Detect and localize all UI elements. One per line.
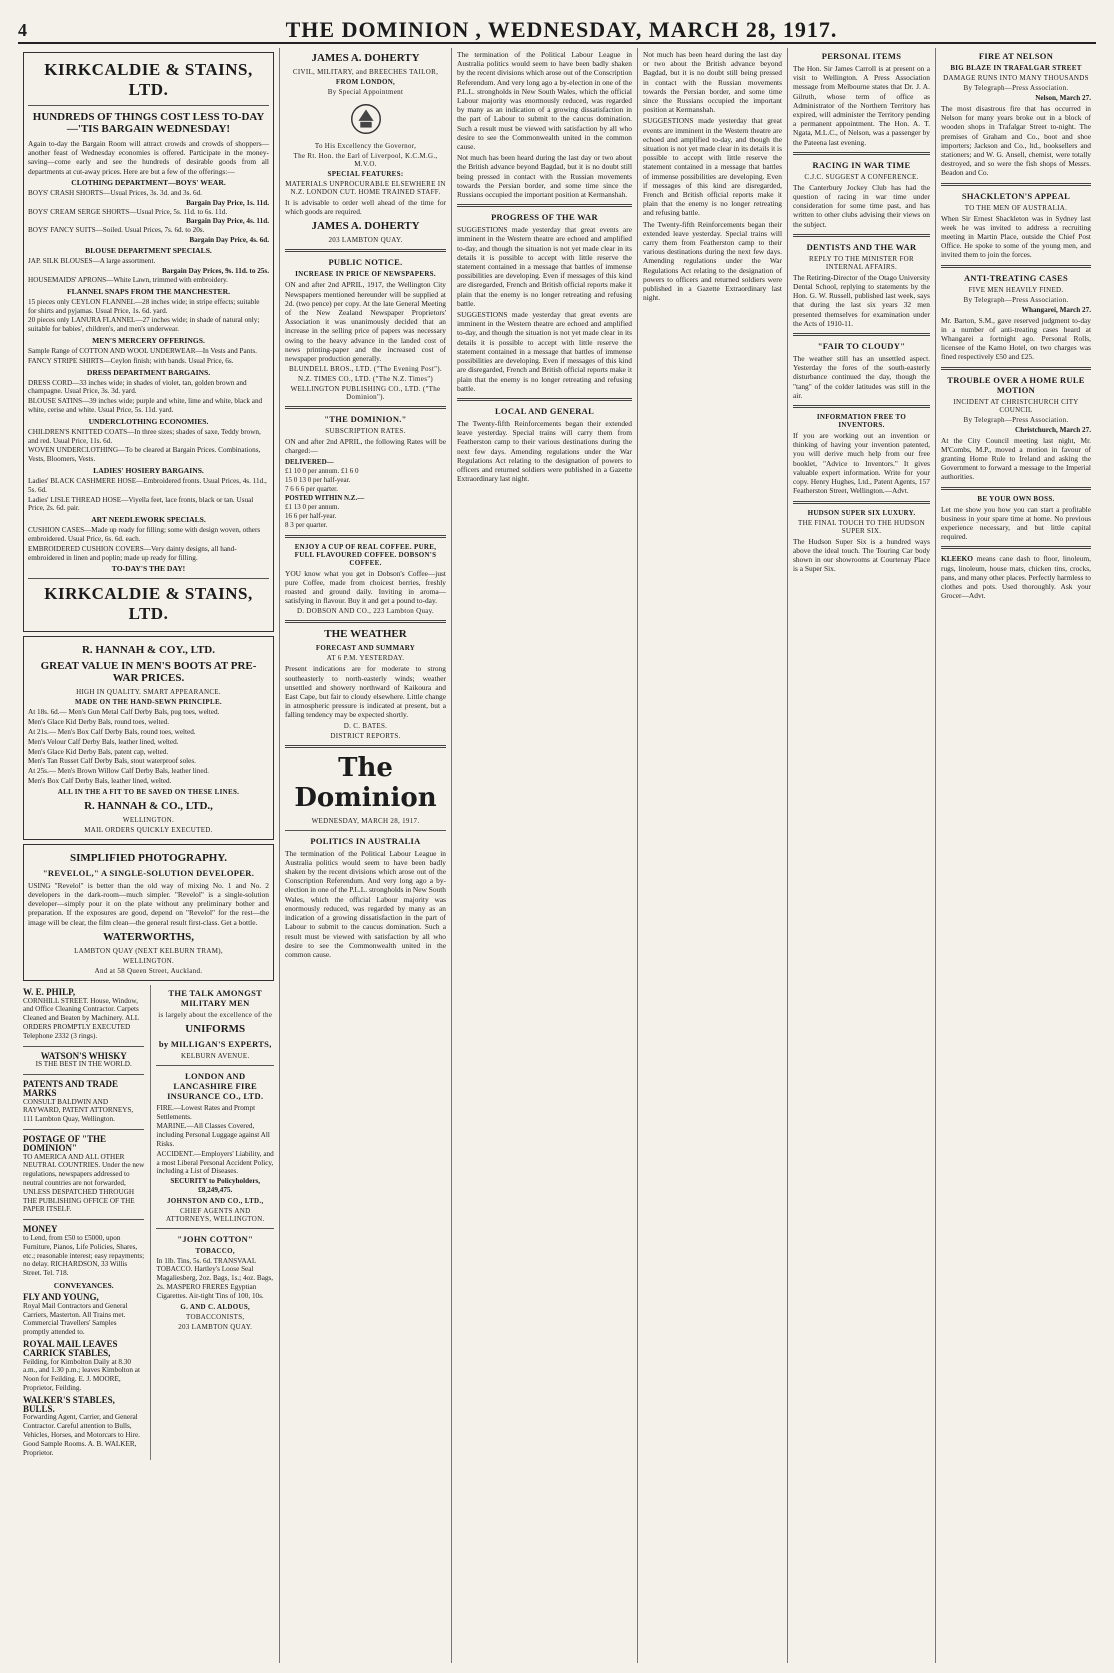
tobacco-maker2: TOBACCONISTS,	[186, 1312, 245, 1321]
list-item: FANCY STRIPE SHIRTS—Ceylon finish; with bands. Usual Price, 6s.	[28, 356, 234, 365]
columns	[18, 48, 1096, 1663]
list-item: Men's Tan Russet Calf Derby Bals, stout waterproof soles.	[28, 757, 196, 766]
weather-signer: D. C. BATES.	[343, 721, 388, 730]
column-3	[452, 48, 638, 1663]
column-6	[936, 48, 1096, 1663]
rate-row: £1 13 0 per annum.	[285, 502, 340, 511]
small-ads-left	[23, 985, 144, 1461]
list-item: At 21s.— Men's Box Calf Derby Bals, round toes, welted.	[28, 727, 196, 736]
hudson-sub: THE FINAL TOUCH TO THE HUDSON SUPER SIX.	[798, 518, 925, 535]
home-rule-sub: INCIDENT AT CHRISTCHURCH CITY COUNCIL	[953, 397, 1079, 414]
small-ad	[23, 1293, 144, 1337]
shackleton-body: When Sir Ernest Shackleton was in Sydney last week he was invited to address a recruiting meeting in Martin Place, outside the Chief Post Office. He spoke to some of the young men, and invited them to join the forces.	[941, 213, 1091, 260]
doherty-from: FROM LONDON,	[335, 78, 396, 86]
fair-body: The weather still has an unsettled aspect. Yesterday the fores of the south-easterly disturbance continued the day, though the "tang" of the colder latitudes was still in the air.	[793, 354, 930, 400]
small-ad-text: Feilding, for Kimbolton Daily at 8.30 a.m., and 1.30 p.m.; leaves Kimbolton at Noon for Feilding. E. J. MOORE, Proprietor, Feilding.	[23, 1357, 140, 1392]
editorial-title: POLITICS IN AUSTRALIA	[310, 835, 421, 846]
tobacco-addr: 203 LAMBTON QUAY.	[178, 1322, 253, 1331]
inventors-title: INFORMATION FREE TO INVENTORS.	[816, 413, 907, 430]
masthead	[18, 18, 1096, 44]
anti-treating-body: Mr. Barton, S.M., gave reserved judgment to-day in a number of anti-treating cases heard at Whangarei a fortnight ago. Personal Rolls, licensee of the Kamo Hotel, on two charges was fined respectively £50 and £25.	[941, 315, 1091, 362]
small-ad	[23, 1135, 144, 1214]
kirkcaldie-name: KIRKCALDIE & STAINS, LTD.	[44, 60, 253, 99]
doherty-to: To His Excellency the Governor,	[314, 142, 417, 150]
small-ad-text: TO AMERICA AND ALL OTHER NEUTRAL COUNTRIES. Under the new regulations, newspapers addressed to neutral countries are not forwarded, UNLESS DESPATCHED THROUGH THE PUBLISHING OFFICE OF THE PAPER ITSELF.	[23, 1152, 145, 1214]
insurance-line: FIRE.—Lowest Rates and Prompt Settlements.	[156, 1103, 256, 1121]
paper-title: THE DOMINION , WEDNESDAY, MARCH 28, 1917.	[285, 17, 838, 42]
waterworths-name: WATERWORTHS,	[102, 930, 194, 943]
subscription-posted: POSTED WITHIN N.Z.—	[285, 493, 365, 502]
list-item: EMBROIDERED CUSHION COVERS—Very dainty designs, all hand-embroidered in linen and poplin; made up ready for filling.	[28, 544, 237, 562]
notice-signer: N.Z. TIMES CO., LTD. ("The N.Z. Times")	[297, 375, 434, 384]
talk-addr: KELBURN AVENUE.	[180, 1051, 250, 1060]
kirkcaldie-dept: BLOUSE DEPARTMENT SPECIALS.	[85, 246, 212, 256]
notice-body: ON and after 2nd APRIL, 1917, the Wellington City Newspapers mentioned hereunder will be supplied at 2d. (two pence) per copy. At the late General Meeting of the New Zealand Newspaper Proprietors' Association it was unanimously decided that an increase in the selling price of papers was necessary owing to the heavy advance in the landed cost of news printing-paper and the increased cost of newspaper production generally.	[285, 280, 446, 364]
anti-treating-byline: By Telegraph—Press Association.	[963, 295, 1069, 304]
crest-icon	[285, 100, 446, 138]
waterworths-city: WELLINGTON.	[122, 956, 175, 965]
tobacco-sub: TOBACCO,	[195, 1246, 235, 1255]
talk-body: is largely about the excellence of the	[158, 1010, 273, 1019]
doherty-trade: CIVIL, MILITARY, and BREECHES TAILOR,	[292, 68, 439, 76]
kirkcaldie-dept: FLANNEL SNAPS FROM THE MANCHESTER.	[67, 286, 230, 296]
doherty-addr: 203 LAMBTON QUAY.	[328, 236, 403, 245]
weather-time: AT 6 P.M. YESTERDAY.	[326, 654, 405, 663]
list-item: At 25s.— Men's Brown Willow Calf Derby Bals, leather lined.	[28, 767, 209, 776]
home-rule-place: Christchurch, March 27.	[1015, 425, 1091, 434]
kirkcaldie-dept: LADIES' HOSIERY BARGAINS.	[93, 465, 204, 475]
list-item: Sample Range of COTTON AND WOOL UNDERWEAR—In Vests and Pants.	[28, 346, 257, 355]
editorial-body: The termination of the Political Labour League in Australia politics would seem to have been badly shaken by the recent divisions which arose out of the Conscription Referendum. And very long ago a by-election in one of the P.L.L. strongholds in New South Wales, which the official Labour majority was enormously reduced, was regarded by many as an indication of a growing dissatisfaction in the part of Labour to submit to the caucus domination. Such a result must be viewed with satisfaction by all who desire to see the Commonwealth united in the common cause.	[285, 848, 446, 959]
tobacco-body: In 1lb. Tins, 5s. 6d. TRANSVAAL TOBACCO. Hartley's Loose Seal Magaliesberg, 2oz. Bags, 1s.; 4oz. Bags, 2s. MASPERO FRERES Egyptian Cigarettes. Air-tight Tins of 100, 10s.	[156, 1256, 274, 1300]
list-item: Men's Glace Kid Derby Bals, patent cap, welted.	[28, 747, 169, 756]
small-ad-text: Royal Mail Contractors and General Carriers, Masterton. All Trains met. Commercial Travellers' Samples promptly attended to.	[23, 1301, 128, 1337]
waterworths-addr2: And at 58 Queen Street, Auckland.	[94, 966, 203, 975]
notice-headline: INCREASE IN PRICE OF NEWSPAPERS.	[295, 270, 436, 279]
list-item: 20 pieces only LANURA FLANNEL—27 inches wide; in shade of natural only; suitable for babies', children's, and men's underwear.	[28, 316, 260, 334]
doherty-advert	[285, 52, 446, 244]
anti-treating-place: Whangarei, March 27.	[1021, 305, 1091, 314]
hannah-headline: GREAT VALUE IN MEN'S BOOTS AT PRE-WAR PRICES.	[40, 660, 257, 685]
fire-body: The most disastrous fire that has occurred in Nelson for many years broke out in a block of wooden shops in Trafalgar Street to-night. The premises of Graham and Co., boot and shoe importers; Jackson and Co., ltd., booksellers and stationers; and W. G. Ansell, chemist, were totally destroyed, and so were the fish shops of Messrs. Beadon and Co.	[941, 104, 1091, 178]
kleenko-advert	[941, 554, 1091, 600]
small-ad-key: W. E. PHILP,	[23, 986, 76, 997]
small-ad-key: WATSON'S WHISKY	[40, 1050, 127, 1061]
paper-name: THE DOMINION	[285, 17, 470, 42]
doherty-features: SPECIAL FEATURES:	[327, 170, 404, 178]
tobacco-title: "JOHN COTTON"	[177, 1233, 254, 1244]
home-rule-body: At the City Council meeting last night, Mr. M'Combs, M.P., moved a motion in favour of granting Home Rule to Ireland and asking the Government to forward a message to the Imperial authorities.	[941, 435, 1091, 482]
talk-title: THE TALK AMONGST MILITARY MEN	[168, 987, 263, 1008]
hannah-name: R. HANNAH & COY., LTD.	[81, 644, 216, 657]
subscription-delivered: DELIVERED—	[285, 457, 334, 466]
hannah-closing: ALL IN THE A FIT TO BE SAVED ON THESE LINES.	[57, 787, 240, 796]
weather-section	[285, 628, 446, 739]
column-1	[18, 48, 280, 1663]
revelol-subtitle: "REVELOL," A SINGLE-SOLUTION DEVELOPER.	[42, 867, 255, 878]
insurance-line: MARINE.—All Classes Covered, including Personal Luggage against All Risks.	[156, 1122, 270, 1148]
small-ad-key: FLY AND YOUNG,	[23, 1292, 99, 1303]
editorial-continued: The termination of the Political Labour League in Australia politics would seem to have been badly shaken by the recent divisions which arose out of the Conscription Referendum. And very long ago a by-election in one of the P.L.L. strongholds in New South Wales, which the official Labour majority was enormously reduced, was regarded by many as an indication of a growing dissatisfaction in the part of Labour to submit to the caucus domination. Such a result must be viewed with satisfaction by all who desire to see the Commonwealth united in the common cause.	[457, 50, 632, 152]
insurance-line: ACCIDENT.—Employers' Liability, and a most Liberal Personal Accident Policy, including a List of Diseases.	[156, 1149, 274, 1176]
kirkcaldie-headline: HUNDREDS OF THINGS COST LESS TO-DAY —'TIS BARGAIN WEDNESDAY!	[32, 111, 265, 135]
rate-row: 7 6 6 6 per quarter.	[285, 484, 338, 493]
dominion-date: WEDNESDAY, MARCH 28, 1917.	[311, 816, 420, 825]
col4-top-body: Not much has been heard during the last day or two about the British advance beyond Bagdad, but it is no doubt still being pressed in contact with the Russian movements towards the Persian border, and some time since the Russians occupied the important position at Kermanshah.	[457, 153, 632, 200]
coffee-body: YOU know what you get in Dobson's Coffee—just pure Coffee, made from choicest berries, freshly roasted and ground daily. Inviting in aroma—satisfying in flavour. Buy it and get a pound to-day.	[285, 568, 446, 606]
hannah-sub2: MADE ON THE HAND-SEWN PRINCIPLE.	[75, 698, 222, 707]
talk-uniforms: UNIFORMS	[185, 1022, 246, 1035]
rate-row: £1 10 0 per annum. £1 6 0	[285, 466, 359, 475]
list-item: BOYS' CRASH SHORTS—Usual Prices, 3s. 3d. and 3s. 6d.	[28, 188, 202, 197]
dominion-nameplate: The Dominion	[294, 752, 437, 813]
small-ad-key: MONEY	[23, 1224, 58, 1235]
personal-title: PERSONAL ITEMS	[821, 51, 902, 61]
subscription-title: "THE DOMINION."	[324, 414, 407, 425]
list-item: BOYS' FANCY SUITS—Soiled. Usual Prices, 7s. 6d. to 20s.	[28, 226, 205, 235]
list-item: At 18s. 6d.— Men's Gun Metal Calf Derby Bals, pug toes, welted.	[28, 708, 220, 717]
list-item: BLOUSE SATINS—39 inches wide; purple and white, lime and white, black and white, cerise and white. Usual Price, 5s. 11d. yard.	[28, 397, 263, 414]
hannah-mail: MAIL ORDERS QUICKLY EXECUTED.	[84, 825, 213, 834]
paper-date: WEDNESDAY, MARCH 28, 1917.	[487, 17, 838, 42]
col4-body-2: SUGGESTIONS made yesterday that great events are imminent in the Western theatre are echoed and amplified to-day, and though the situation is not yet made clear in its details it is possible to accept with little reserve the statement contained in a message that battles of immense possibilities are developing. Even if messages of this kind are disregarded, French and British official reports make it plain that the enemy is no longer retreating and refusing battle.	[643, 116, 782, 218]
doherty-name-footer: JAMES A. DOHERTY	[311, 220, 420, 233]
column-2	[280, 48, 452, 1663]
local-body: The Twenty-fifth Reinforcements began their extended leave yesterday. Special trains will carry them from Featherston camp to their various destinations during the next few days. Amending regulations under the War Regulations Act relating to the designation of powers to officers and returned soldiers were published in a Gazette Extraordinary last night.	[457, 418, 632, 484]
small-ad-text: to Lend, from £50 to £5000, upon Furniture, Pianos, Life Policies, Shares, etc.; reasonable interest; easy repayments; no delay. RICHARDSON, 33 Willis Street. Tel. 718.	[23, 1234, 145, 1278]
doherty-advice: It is advisable to order well ahead of the time for which goods are required.	[285, 198, 446, 217]
list-item: CHILDREN'S KNITTED COATS—In three sizes; shades of saxe, Teddy brown, and red. Usual Price, 11s. 6d.	[28, 427, 261, 445]
small-ad-text: Forwarding Agent, Carrier, and General Contractor. Careful attention to Bulls, Vehicles, Horses, and Motorcars to Hire. Good Sample Rooms. A. B. WALKER, Proprietor.	[23, 1413, 140, 1457]
hudson-body: The Hudson Super Six is a hundred ways above the ideal touch. The Touring Car body shown in our showrooms at Courtenay Place is a Super Six.	[793, 536, 930, 574]
small-ad-text: CORNHILL STREET. House, Window, and Office Cleaning Contractor. Carpets Cleaned and Beaten by Machinery. ALL ORDERS PROMPTLY EXECUTED Telephone 2332 (3 rings).	[23, 996, 139, 1040]
insurance-line: SECURITY to Policyholders, £8,249,475.	[170, 1177, 261, 1194]
dentists-sub: REPLY TO THE MINISTER FOR INTERNAL AFFAIRS.	[809, 254, 914, 271]
column-5	[788, 48, 936, 1663]
col4-body-3: The Twenty-fifth Reinforcements began their extended leave yesterday. Special trains will carry them from Featherston camp to their various destinations during the next few days. Amending regulations under the War Regulations Act relating to the designation of powers to officers and returned soldiers were published in a Gazette Extraordinary last night.	[643, 219, 782, 303]
boss-title: BE YOUR OWN BOSS.	[977, 494, 1055, 503]
doherty-features-list: MATERIALS UNPROCURABLE ELSEWHERE IN N.Z. LONDON CUT. HOME TRAINED STAFF.	[285, 180, 446, 196]
small-ad-text: CONSULT BALDWIN AND RAYWARD, PATENT ATTORNEYS, 111 Lambton Quay, Wellington.	[23, 1097, 134, 1124]
small-ad	[23, 1225, 144, 1278]
small-ad-key: POSTAGE OF "THE DOMINION"	[23, 1134, 107, 1153]
kirkcaldie-dept: DRESS DEPARTMENT BARGAINS.	[86, 367, 211, 377]
list-item: CUSHION CASES—Made up ready for filling; some with design woven, others embroidered. Usual Price, 6s. 6d. each.	[28, 526, 261, 543]
rate-row: 8 3 per quarter.	[285, 520, 328, 529]
racing-title: RACING IN WAR TIME	[812, 159, 911, 170]
shackleton-title: SHACKLETON'S APPEAL	[961, 190, 1071, 201]
notice-signer: WELLINGTON PUBLISHING CO., LTD. ("The Dominion").	[290, 385, 441, 402]
kirkcaldie-advert	[23, 52, 274, 632]
weather-title: THE WEATHER	[324, 628, 407, 641]
kirkcaldie-intro: Again to-day the Bargain Room will attract crowds and crowds of shoppers—another feast of Wednesday economies is offered. Participate in the money-saving—come early and see the hundreds of desirable goods from all departments at cut-away prices. Here are but a few of the offerings:—	[28, 139, 269, 176]
list-item: Ladies' BLACK CASHMERE HOSE—Embroidered fronts. Usual Prices, 4s. 11d., 5s. 6d.	[28, 476, 267, 494]
small-ad-key: PATENTS AND TRADE MARKS	[23, 1079, 119, 1098]
hannah-advert	[23, 636, 274, 839]
kirkcaldie-closing: TO-DAY'S THE DAY!	[111, 564, 186, 574]
talk-maker: by MILLIGAN'S EXPERTS,	[158, 1038, 272, 1049]
dentists-body: The Retiring-Director of the Otago University Dental School, replying to statements by the Hon. G. W. Russell, published last week, says that during the last six years 32 men presented themselves for examination under the Acts of 1910-11.	[793, 272, 930, 328]
list-item: DRESS CORD—33 inches wide; in shades of violet, tan, golden brown and champagne. Usual Price, 3s. 3d. yard.	[28, 378, 247, 396]
list-item: Men's Box Calf Derby Bals, leather lined, welted.	[28, 776, 172, 785]
fire-sub: BIG BLAZE IN TRAFALGAR STREET	[950, 64, 1082, 72]
rate-row: 15 0 13 0 per half-year.	[285, 475, 351, 484]
war-body-2: SUGGESTIONS made yesterday that great events are imminent in the Western theatre are echoed and amplified to-day, and though the situation is not yet made clear in its details it is possible to accept with little reserve the statement contained in a message that battles of immense possibilities are developing. Even if messages of this kind are disregarded, French and British official reports make it plain that the enemy is no longer retreating and refusing battle.	[457, 310, 632, 393]
hudson-title: HUDSON SUPER SIX LUXURY.	[807, 508, 916, 517]
doherty-name: JAMES A. DOHERTY	[311, 52, 420, 64]
small-ad	[23, 1396, 144, 1458]
weather-sub: FORECAST AND SUMMARY	[315, 644, 416, 653]
war-body: SUGGESTIONS made yesterday that great events are imminent in the Western theatre are echoed and amplified to-day, and though the situation is not yet made clear in its details it is possible to accept with little reserve the statement contained in a message that battles of immense possibilities are developing. Even if messages of this kind are disregarded, French and British official reports make it plain that the enemy is no longer retreating and refusing battle.	[457, 225, 632, 308]
fire-place: Nelson, March 27.	[1035, 94, 1091, 102]
subscription-sub: SUBSCRIPTION RATES.	[325, 427, 406, 436]
home-rule-byline: By Telegraph—Press Association.	[963, 415, 1069, 424]
small-ad	[23, 988, 144, 1041]
price-tag: Bargain Day Price, 1s. 11d.	[186, 198, 269, 207]
price-tag: Bargain Day Prices, 9s. 11d. to 25s.	[161, 267, 269, 275]
coffee-title: ENJOY A CUP OF REAL COFFEE. PURE, FULL FLAVOURED COFFEE. DOBSON'S COFFEE.	[294, 542, 437, 567]
hannah-city: WELLINGTON.	[122, 815, 175, 824]
public-notice	[285, 257, 446, 401]
home-rule-title: TROUBLE OVER A HOME RULE MOTION	[947, 374, 1085, 395]
doherty-appoint: By Special Appointment	[327, 88, 404, 96]
tobacco-maker: G. AND C. ALDOUS,	[180, 1302, 251, 1311]
list-item: JAP. SILK BLOUSES—A large assortment.	[28, 257, 156, 266]
list-item: Men's Velour Calf Derby Bals, leather lined, welted.	[28, 737, 179, 746]
kirkcaldie-dept: UNDERCLOTHING ECONOMIES.	[88, 416, 209, 426]
hannah-footer: R. HANNAH & CO., LTD.,	[84, 799, 213, 812]
shackleton-sub: TO THE MEN OF AUSTRALIA.	[964, 203, 1068, 212]
kirkcaldie-dept: CLOTHING DEPARTMENT—BOYS' WEAR.	[71, 177, 226, 187]
small-ads-right	[150, 985, 274, 1461]
racing-body: The Canterbury Jockey Club has had the question of racing in war time under consideration for some time past, and has written to other clubs advising their views on the subject.	[793, 182, 930, 229]
list-item: Ladies' LISLE THREAD HOSE—Viyella feet, lace fronts, black or tan. Usual Price, 2s. 6d. pair.	[28, 495, 254, 513]
notice-signer: BLUNDELL BROS., LTD. ("The Evening Post").	[289, 365, 442, 374]
dentists-title: DENTISTS AND THE WAR	[806, 241, 917, 252]
small-ad	[23, 1080, 144, 1124]
subscription-body: ON and after 2nd APRIL, the following Rates will be charged:—	[285, 437, 446, 456]
fire-sub2: DAMAGE RUNS INTO MANY THOUSANDS	[943, 74, 1089, 82]
racing-sub: C.J.C. SUGGEST A CONFERENCE.	[804, 172, 919, 181]
page-number: 4	[18, 19, 27, 40]
boss-body: Let me show you how you can start a profitable business in your spare time at home. No previous experience necessary, and but little capital required.	[941, 504, 1091, 542]
weather-body: Present indications are for moderate to strong southeasterly to north-easterly winds; weather unsettled and showery northward of Kaikoura and East Cape, but fair to cloudy elsewhere. Little change in atmospheric pressure is indicated at present, but a falling tendency may be expected shortly.	[285, 664, 446, 720]
small-ad-key: WALKER'S STABLES, BULLS.	[23, 1394, 115, 1414]
revelol-title: SIMPLIFIED PHOTOGRAPHY.	[69, 851, 228, 864]
personal-body: The Hon. Sir James Carroll is at present on a visit to Wellington. A Press Association message from Melbourne states that Dr. J. A. Gilruth, whose term of office as Administrator of the Northern Territory has expired, will administer the Territory pending a permanent appointment. The Hon. A. T. Ngata, M.L.C., of Nelson, was a passenger by the Pateena last evening.	[793, 64, 930, 147]
col4-body: Not much has been heard during the last day or two about the British advance beyond Bagdad, but it is no doubt still being pressed in contact with the Russian movements towards the Persian border, and some time since the Russians occupied the important position at Kermanshah.	[643, 50, 782, 115]
fire-title: FIRE AT NELSON	[978, 51, 1054, 61]
kleenko-body: means cane dash to floor, linoleum, rugs, linoleum, house mats, chicken tins, crocks, pans, and many other places. Perfectly harmless to clothes and pots. Used thoroughly. Ask your Grocer—Advt.	[941, 554, 1091, 601]
coffee-advert	[285, 543, 446, 616]
weather-returns: DISTRICT REPORTS.	[330, 731, 401, 740]
small-ad-key: ROYAL MAIL LEAVES CARRICK STABLES,	[23, 1339, 118, 1358]
war-title: PROGRESS OF THE WAR	[491, 212, 598, 223]
list-item: Men's Glace Kid Derby Bals, round toes, welted.	[28, 718, 170, 727]
anti-treating-sub: FIVE MEN HEAVILY FINED.	[968, 285, 1064, 294]
fair-title: "FAIR TO CLOUDY"	[817, 341, 906, 352]
insurance-agents2: CHIEF AGENTS AND ATTORNEYS, WELLINGTON.	[165, 1206, 265, 1223]
kleenko-title: KLEEKO	[941, 554, 974, 564]
insurance-agents: JOHNSTON AND CO., LTD.,	[166, 1196, 264, 1205]
list-item: HOUSEMAIDS' APRONS—White Lawn, trimmed with embroidery.	[28, 276, 228, 284]
waterworths-addr: LAMBTON QUAY (NEXT KELBURN TRAM),	[74, 946, 223, 955]
list-item: 15 pieces only CEYLON FLANNEL—28 inches wide; in stripe effects; suitable for shirts and pyjamas. Usual Price, 1s. 6d. yard.	[28, 297, 260, 315]
subscription-rates	[285, 414, 446, 529]
revelol-body: USING "Revelol" is better than the old way of mixing No. 1 and No. 2 developers in the dark-room—much simpler. "Revelol" is a single-solution developer—simply pour it on the plate without any preliminary bother and preparation. If the exposures are good, depend on "Revelol" for the rest—the image will be clear, the film clean—the general result first-class. Get a bottle.	[28, 880, 269, 927]
kirkcaldie-name-footer: KIRKCALDIE & STAINS, LTD.	[44, 584, 253, 624]
price-tag: Bargain Day Price, 4s. 6d.	[189, 236, 269, 245]
small-ad	[23, 1340, 144, 1393]
local-title: LOCAL AND GENERAL	[494, 405, 595, 416]
price-tag: Bargain Day Price, 4s. 11d.	[186, 217, 269, 226]
notice-title: PUBLIC NOTICE.	[328, 257, 403, 268]
kirkcaldie-dept: MEN'S MERCERY OFFERINGS.	[92, 335, 205, 345]
list-item: BOYS' CREAM SERGE SHORTS—Usual Price, 5s. 11d. to 6s. 11d.	[28, 207, 228, 216]
rate-row: 16 6 per half-year.	[285, 511, 337, 520]
small-ads-block	[23, 985, 274, 1461]
coffee-addr: D. DOBSON AND CO., 223 Lambton Quay.	[296, 607, 435, 616]
small-ad-key: CONVEYANCES.	[53, 1281, 114, 1291]
hannah-sub: HIGH IN QUALITY. SMART APPEARANCE.	[76, 688, 221, 697]
anti-treating-title: ANTI-TREATING CASES	[963, 272, 1069, 283]
list-item: WOVEN UNDERCLOTHING—To be cleared at Bargain Prices. Combinations, Vests, Bloomers, Vests.	[28, 446, 261, 464]
kirkcaldie-dept: ART NEEDLEWORK SPECIALS.	[91, 515, 206, 525]
fire-byline: By Telegraph—Press Association.	[963, 84, 1069, 92]
revelol-advert	[23, 844, 274, 981]
doherty-gov: The Rt. Hon. the Earl of Liverpool, K.C.M.G., M.V.O.	[293, 152, 438, 168]
small-ad-text: IS THE BEST IN THE WORLD.	[35, 1060, 132, 1069]
insurance-title: LONDON AND LANCASHIRE FIRE INSURANCE CO., LTD.	[167, 1070, 264, 1101]
small-ad	[23, 1052, 144, 1070]
column-4	[638, 48, 788, 1663]
inventors-body: If you are working out an invention or thinking of having your invention patented, you will derive much help from our free booklet, "Advice to Inventors." It gives valuable expert information. Write for your copy. Henry Hughes, Ltd., Patent Agents, 157 Featherston Street, Wellington.—Advt.	[793, 431, 930, 496]
